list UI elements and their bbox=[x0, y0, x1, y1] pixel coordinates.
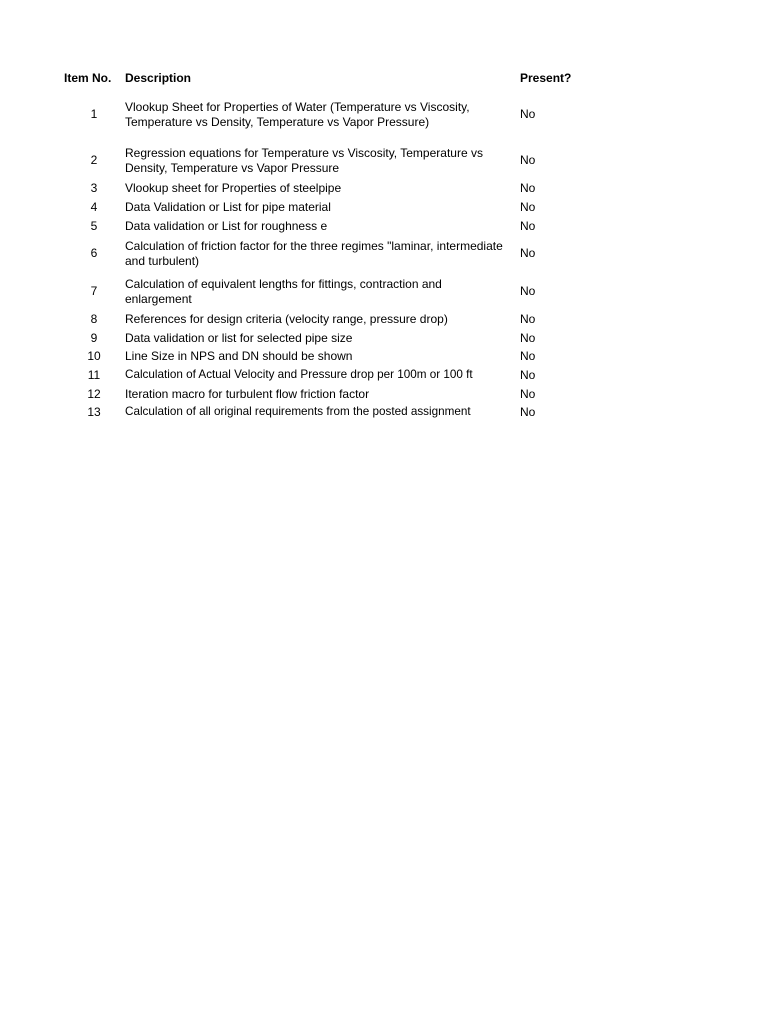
item-number: 11 bbox=[87, 368, 101, 382]
item-number: 6 bbox=[90, 246, 98, 260]
item-number: 10 bbox=[87, 349, 101, 363]
item-number: 7 bbox=[90, 284, 98, 298]
item-present: No bbox=[520, 219, 536, 233]
item-number: 5 bbox=[90, 219, 98, 233]
item-description: Vlookup sheet for Properties of steelpipe bbox=[125, 181, 342, 195]
item-present: No bbox=[520, 153, 536, 167]
item-number: 3 bbox=[90, 181, 98, 195]
item-number: 2 bbox=[90, 153, 98, 167]
item-description: Data validation or List for roughness e bbox=[125, 219, 328, 233]
item-number: 9 bbox=[90, 331, 98, 345]
item-present: No bbox=[520, 312, 536, 326]
item-description: Iteration macro for turbulent flow friction factor bbox=[125, 387, 370, 401]
header-item-no: Item No. bbox=[64, 71, 112, 85]
item-description: Calculation of all original requirements from the posted assignment bbox=[125, 405, 471, 418]
item-present: No bbox=[520, 405, 536, 419]
item-present: No bbox=[520, 368, 536, 382]
item-description: Calculation of friction factor for the three regimes "laminar, intermediate and turbulent) bbox=[125, 239, 503, 268]
item-present: No bbox=[520, 349, 536, 363]
item-description: Data Validation or List for pipe material bbox=[125, 200, 331, 214]
item-number: 4 bbox=[90, 200, 98, 214]
item-present: No bbox=[520, 284, 536, 298]
item-present: No bbox=[520, 387, 536, 401]
item-description: Regression equations for Temperature vs Viscosity, Temperature vs Density, Temperature vs Vapor Pressure bbox=[125, 146, 483, 175]
item-present: No bbox=[520, 181, 536, 195]
item-description: Calculation of Actual Velocity and Pressure drop per 100m or 100 ft bbox=[125, 368, 473, 381]
item-present: No bbox=[520, 331, 536, 345]
item-present: No bbox=[520, 200, 536, 214]
header-present: Present? bbox=[520, 71, 572, 85]
item-number: 1 bbox=[90, 107, 98, 121]
item-present: No bbox=[520, 246, 536, 260]
item-description: Calculation of equivalent lengths for fittings, contraction and enlargement bbox=[125, 277, 442, 306]
table-header bbox=[0, 70, 768, 88]
item-description: Data validation or list for selected pipe size bbox=[125, 331, 353, 345]
header-description: Description bbox=[125, 71, 192, 85]
item-number: 12 bbox=[87, 387, 101, 401]
item-description: References for design criteria (velocity range, pressure drop) bbox=[125, 312, 448, 326]
item-description: Vlookup Sheet for Properties of Water (Temperature vs Viscosity, Temperature vs Density, Temperature vs Vapor Pressure) bbox=[125, 100, 470, 129]
item-number: 8 bbox=[90, 312, 98, 326]
item-number: 13 bbox=[87, 405, 101, 419]
item-present: No bbox=[520, 107, 536, 121]
item-description: Line Size in NPS and DN should be shown bbox=[125, 349, 353, 363]
